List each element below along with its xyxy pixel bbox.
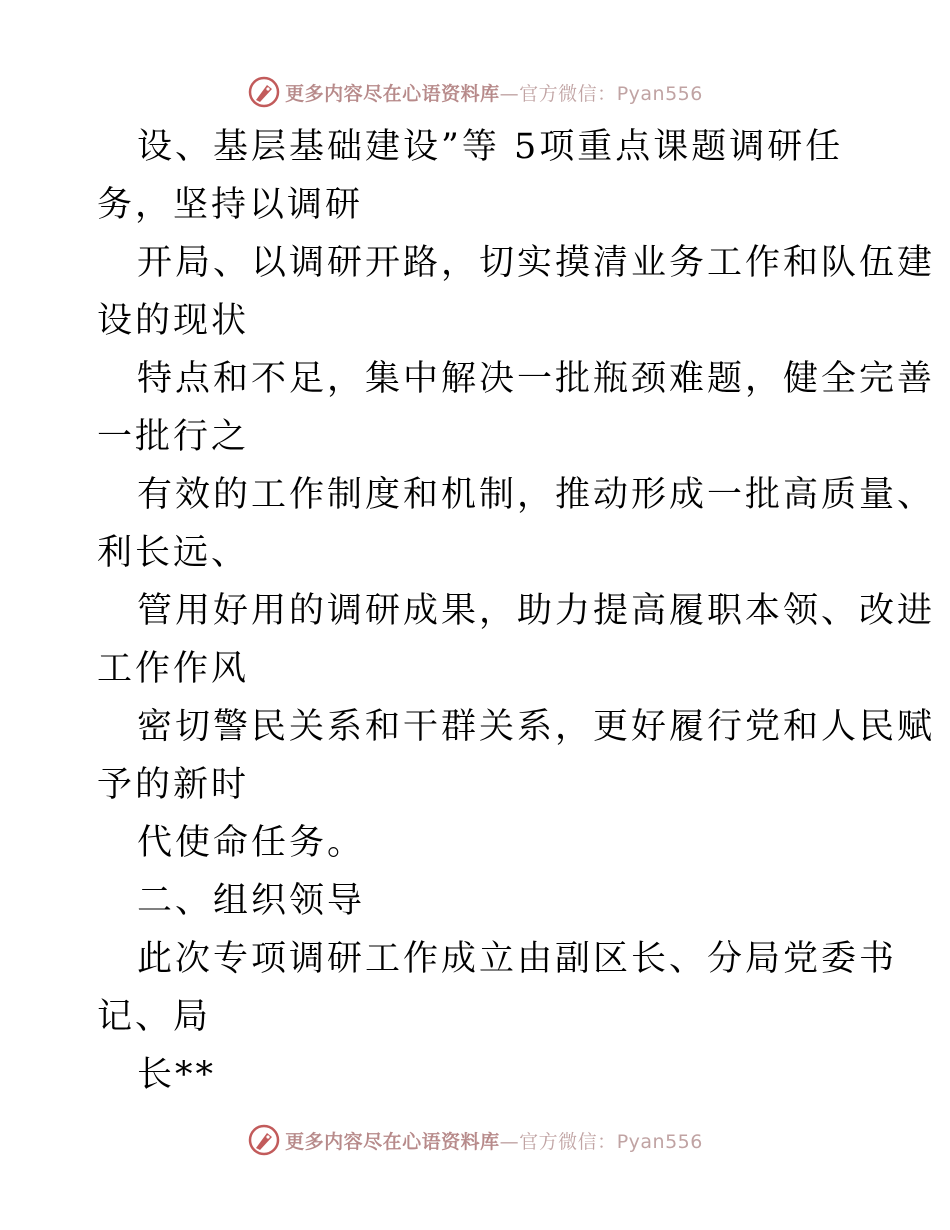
pen-nib-logo-icon [247,1123,281,1157]
footer-banner [0,1120,950,1160]
wechat-label: 官方微信： [519,82,617,105]
site-name: 更多内容尽在心语资料库 [285,82,500,105]
text-line: 此次专项调研工作成立由副区长、分局党委书 [137,939,898,979]
text-line: 有效的工作制度和机制，推动形成一批高质量、 [137,475,936,515]
text-line: 一批行之 [97,417,250,457]
document-body [97,118,936,1104]
banner-separator: — [499,1130,520,1153]
text-line: 记、局 [97,997,212,1037]
text-line: 设、基层基础建设”等 5项重点课题调研任 [137,127,844,167]
section-heading: 二、组织领导 [137,881,366,921]
banner-separator: — [499,82,520,105]
wechat-id: Pyan556 [616,82,703,105]
text-line: 利长远、 [97,533,250,573]
text-line: 工作作风 [97,649,250,689]
wechat-label: 官方微信： [519,1130,617,1153]
text-line: 管用好用的调研成果，助力提高履职本领、改进 [137,591,936,631]
text-line: 予的新时 [97,765,250,805]
pen-nib-logo-icon [247,75,281,109]
text-line: 务，坚持以调研 [97,185,364,225]
text-line: 设的现状 [97,301,250,341]
header-banner-text [285,79,703,106]
site-name: 更多内容尽在心语资料库 [285,1130,500,1153]
footer-banner-text [285,1127,703,1154]
text-line: 开局、以调研开路，切实摸清业务工作和队伍建 [137,243,936,283]
header-banner [0,72,950,112]
wechat-id: Pyan556 [616,1130,703,1153]
text-line: 长** [137,1055,217,1095]
text-line: 代使命任务。 [137,823,366,863]
text-line: 密切警民关系和干群关系，更好履行党和人民赋 [137,707,936,747]
text-line: 特点和不足，集中解决一批瓶颈难题，健全完善 [137,359,936,399]
